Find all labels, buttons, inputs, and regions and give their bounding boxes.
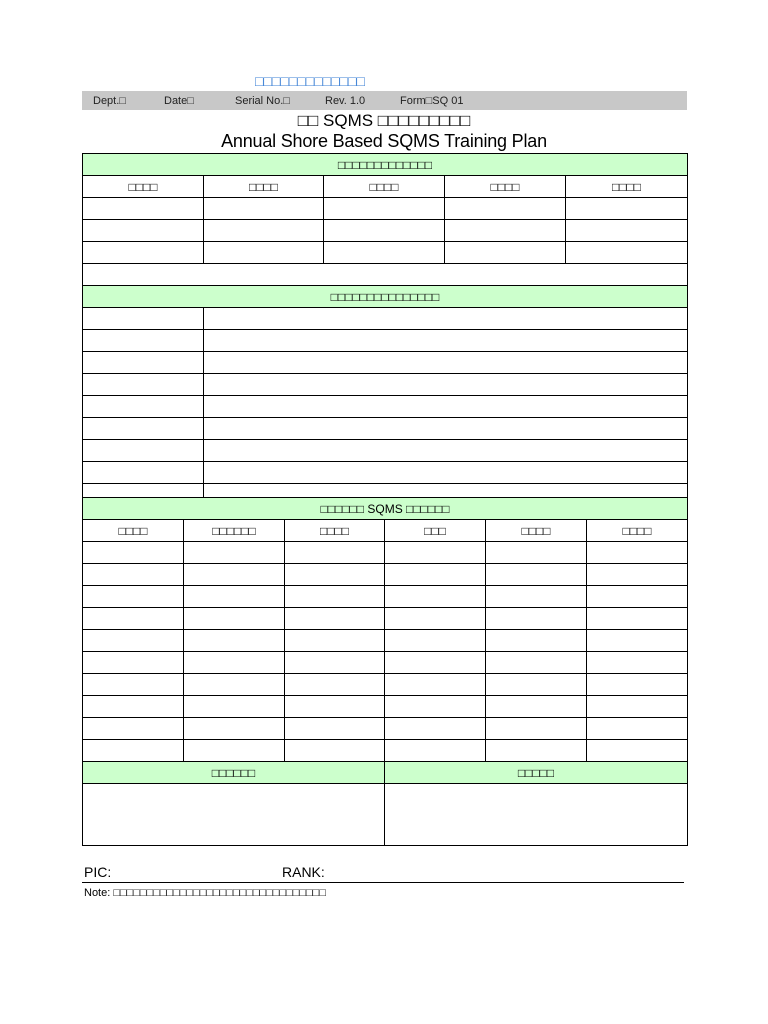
table-row bbox=[83, 440, 688, 462]
table-row bbox=[83, 330, 688, 352]
input-cell[interactable] bbox=[486, 652, 587, 674]
input-cell[interactable] bbox=[385, 564, 486, 586]
table-row bbox=[83, 696, 688, 718]
input-cell[interactable] bbox=[184, 718, 285, 740]
table-row bbox=[83, 718, 688, 740]
input-cell[interactable] bbox=[587, 652, 688, 674]
input-cell[interactable] bbox=[486, 740, 587, 762]
dept-label: Dept.□ bbox=[93, 95, 126, 107]
input-cell[interactable] bbox=[83, 198, 204, 220]
input-cell[interactable] bbox=[83, 308, 204, 330]
input-cell[interactable] bbox=[83, 418, 204, 440]
input-cell[interactable] bbox=[204, 198, 324, 220]
input-cell[interactable] bbox=[385, 586, 486, 608]
input-cell[interactable] bbox=[385, 740, 486, 762]
input-cell[interactable] bbox=[285, 608, 385, 630]
input-cell[interactable] bbox=[83, 718, 184, 740]
input-cell[interactable] bbox=[83, 396, 204, 418]
input-cell[interactable] bbox=[445, 242, 566, 264]
pic-label: PIC: bbox=[84, 864, 112, 880]
input-cell[interactable] bbox=[587, 740, 688, 762]
input-cell[interactable] bbox=[83, 586, 184, 608]
input-cell[interactable] bbox=[83, 542, 184, 564]
input-cell[interactable] bbox=[385, 674, 486, 696]
section1-col-5: □□□□ bbox=[566, 176, 688, 198]
input-cell[interactable] bbox=[587, 718, 688, 740]
table-row bbox=[83, 630, 688, 652]
table-row bbox=[83, 396, 688, 418]
input-cell[interactable] bbox=[587, 608, 688, 630]
input-cell[interactable] bbox=[587, 630, 688, 652]
section2-heading: □□□□□□□□□□□□□□□ bbox=[83, 286, 688, 308]
input-cell[interactable] bbox=[486, 564, 587, 586]
section3-col-3: □□□□ bbox=[285, 520, 385, 542]
section3-heading: □□□□□□ SQMS □□□□□□ bbox=[83, 498, 688, 520]
input-cell[interactable] bbox=[587, 586, 688, 608]
input-cell[interactable] bbox=[204, 462, 688, 484]
input-cell[interactable] bbox=[83, 374, 204, 396]
input-cell[interactable] bbox=[204, 418, 688, 440]
spacer-row bbox=[83, 264, 688, 286]
form-info-bar bbox=[82, 91, 687, 110]
table-row bbox=[83, 242, 688, 264]
input-cell[interactable] bbox=[445, 220, 566, 242]
input-cell[interactable] bbox=[184, 630, 285, 652]
input-cell[interactable] bbox=[385, 652, 486, 674]
training-plan-table-bottom bbox=[82, 497, 688, 846]
input-cell[interactable] bbox=[204, 330, 688, 352]
section3-col-1: □□□□ bbox=[83, 520, 184, 542]
input-cell[interactable] bbox=[83, 630, 184, 652]
input-cell[interactable] bbox=[445, 198, 566, 220]
input-cell[interactable] bbox=[83, 330, 204, 352]
input-cell[interactable] bbox=[385, 542, 486, 564]
input-cell[interactable] bbox=[385, 696, 486, 718]
input-cell[interactable] bbox=[83, 674, 184, 696]
input-cell[interactable] bbox=[486, 542, 587, 564]
input-cell[interactable] bbox=[285, 740, 385, 762]
input-cell[interactable] bbox=[486, 608, 587, 630]
revision-label: Rev. 1.0 bbox=[325, 95, 366, 107]
section1-heading: □□□□□□□□□□□□□ bbox=[83, 154, 688, 176]
input-cell[interactable] bbox=[285, 564, 385, 586]
input-cell[interactable] bbox=[184, 740, 285, 762]
input-cell[interactable] bbox=[83, 608, 184, 630]
title-english: Annual Shore Based SQMS Training Plan bbox=[221, 131, 547, 151]
table-row bbox=[83, 564, 688, 586]
section3-header-row bbox=[83, 520, 688, 542]
table-row bbox=[83, 608, 688, 630]
input-cell[interactable] bbox=[184, 674, 285, 696]
input-cell[interactable] bbox=[285, 542, 385, 564]
section3-col-2: □□□□□□ bbox=[184, 520, 285, 542]
remarks-right-cell[interactable] bbox=[385, 784, 688, 846]
input-cell[interactable] bbox=[204, 440, 688, 462]
input-cell[interactable] bbox=[566, 220, 688, 242]
section3-col-6: □□□□ bbox=[587, 520, 688, 542]
input-cell[interactable] bbox=[204, 352, 688, 374]
input-cell[interactable] bbox=[204, 242, 324, 264]
title-chinese: □□ SQMS □□□□□□□□□ bbox=[297, 111, 471, 130]
input-cell[interactable] bbox=[204, 396, 688, 418]
company-name: □□□□□□□□□□□□□ bbox=[255, 73, 365, 89]
input-cell[interactable] bbox=[83, 564, 184, 586]
input-cell[interactable] bbox=[324, 242, 445, 264]
input-cell[interactable] bbox=[566, 242, 688, 264]
input-cell[interactable] bbox=[486, 696, 587, 718]
input-cell[interactable] bbox=[285, 718, 385, 740]
table-row bbox=[83, 462, 688, 484]
input-cell[interactable] bbox=[83, 352, 204, 374]
input-cell[interactable] bbox=[587, 674, 688, 696]
table-row bbox=[83, 674, 688, 696]
table-row bbox=[83, 308, 688, 330]
input-cell[interactable] bbox=[285, 652, 385, 674]
table-row bbox=[83, 586, 688, 608]
input-cell[interactable] bbox=[83, 440, 204, 462]
input-cell[interactable] bbox=[587, 696, 688, 718]
input-cell[interactable] bbox=[83, 740, 184, 762]
table-row bbox=[83, 198, 688, 220]
input-cell[interactable] bbox=[486, 674, 587, 696]
section3-col-5: □□□□ bbox=[486, 520, 587, 542]
section1-col-4: □□□□ bbox=[445, 176, 566, 198]
input-cell[interactable] bbox=[184, 564, 285, 586]
footer-note: Note: □□□□□□□□□□□□□□□□□□□□□□□□□□□□□□□□ bbox=[84, 887, 326, 899]
input-cell[interactable] bbox=[587, 542, 688, 564]
input-cell[interactable] bbox=[184, 608, 285, 630]
table-row bbox=[83, 740, 688, 762]
input-cell[interactable] bbox=[566, 198, 688, 220]
remarks-left-cell[interactable] bbox=[83, 784, 385, 846]
input-cell[interactable] bbox=[184, 652, 285, 674]
input-cell[interactable] bbox=[184, 542, 285, 564]
input-cell[interactable] bbox=[285, 674, 385, 696]
input-cell[interactable] bbox=[587, 564, 688, 586]
input-cell[interactable] bbox=[83, 652, 184, 674]
input-cell[interactable] bbox=[184, 586, 285, 608]
section1-header-row bbox=[83, 176, 688, 198]
input-cell[interactable] bbox=[184, 696, 285, 718]
section1-col-3: □□□□ bbox=[324, 176, 445, 198]
input-cell[interactable] bbox=[324, 198, 445, 220]
input-cell[interactable] bbox=[385, 630, 486, 652]
table-row bbox=[83, 352, 688, 374]
input-cell[interactable] bbox=[385, 718, 486, 740]
input-cell[interactable] bbox=[385, 608, 486, 630]
input-cell[interactable] bbox=[204, 374, 688, 396]
date-label: Date□ bbox=[164, 95, 194, 107]
input-cell[interactable] bbox=[204, 308, 688, 330]
section3-col-4: □□□ bbox=[385, 520, 486, 542]
input-cell[interactable] bbox=[83, 462, 204, 484]
rank-label: RANK: bbox=[282, 864, 325, 880]
input-cell[interactable] bbox=[285, 586, 385, 608]
section1-col-1: □□□□ bbox=[83, 176, 204, 198]
form-number-label: Form□SQ 01 bbox=[400, 95, 464, 107]
table-row bbox=[83, 652, 688, 674]
input-cell[interactable] bbox=[285, 630, 385, 652]
input-cell[interactable] bbox=[83, 220, 204, 242]
input-cell[interactable] bbox=[204, 220, 324, 242]
table-row bbox=[83, 374, 688, 396]
input-cell[interactable] bbox=[486, 718, 587, 740]
table-row bbox=[83, 418, 688, 440]
table-row bbox=[83, 220, 688, 242]
input-cell[interactable] bbox=[486, 630, 587, 652]
table-row bbox=[83, 542, 688, 564]
input-cell[interactable] bbox=[285, 696, 385, 718]
signature-line bbox=[82, 882, 684, 883]
input-cell[interactable] bbox=[486, 586, 587, 608]
input-cell[interactable] bbox=[83, 242, 204, 264]
serial-label: Serial No.□ bbox=[235, 95, 290, 107]
section4-right-heading: □□□□□ bbox=[385, 762, 688, 784]
section1-col-2: □□□□ bbox=[204, 176, 324, 198]
input-cell[interactable] bbox=[83, 696, 184, 718]
input-cell[interactable] bbox=[324, 220, 445, 242]
spacer-cell bbox=[83, 264, 688, 286]
section4-left-heading: □□□□□□ bbox=[83, 762, 385, 784]
training-plan-table-top bbox=[82, 153, 688, 506]
